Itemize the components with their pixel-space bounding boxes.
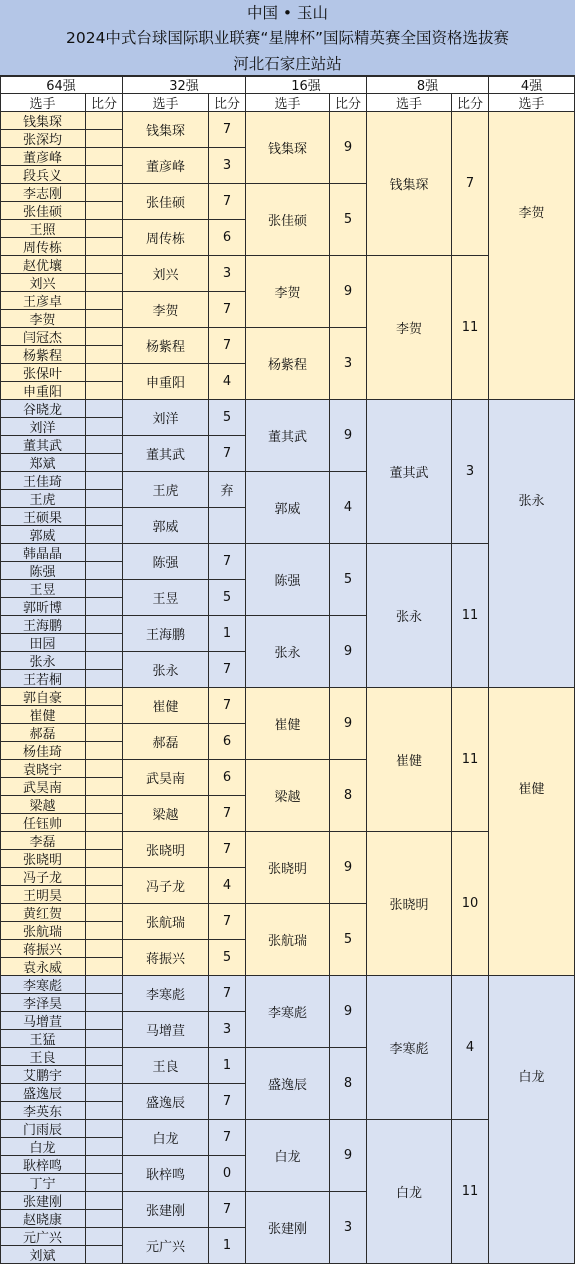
r32-player-name: 董彦峰 (123, 148, 209, 184)
r64-player-name: 李寒彪 (0, 976, 86, 994)
r32-score: 4 (209, 868, 246, 904)
r64-score-cell (86, 976, 123, 994)
r64-player-name: 董其武 (0, 436, 86, 454)
r32-score: 1 (209, 1048, 246, 1084)
r64-player-name: 申重阳 (0, 382, 86, 400)
r64-score-cell (86, 1102, 123, 1120)
round-header: 16强 (246, 76, 367, 94)
player-col-header: 选手 (0, 94, 86, 112)
r32-player-name: 崔健 (123, 688, 209, 724)
r64-score-cell (86, 940, 123, 958)
r64-player-name: 张晓明 (0, 850, 86, 868)
r32-player-name: 周传栋 (123, 220, 209, 256)
r16-player-name: 李寒彪 (246, 976, 330, 1048)
r8-score: 4 (452, 976, 489, 1120)
r64-score-cell (86, 526, 123, 544)
r16-score: 5 (330, 904, 367, 976)
r64-score-cell (86, 580, 123, 598)
r16-score: 9 (330, 1120, 367, 1192)
r16-player-name: 张永 (246, 616, 330, 688)
r64-score-cell (86, 184, 123, 202)
r64-player-name: 崔健 (0, 706, 86, 724)
r32-score (209, 508, 246, 544)
r16-score: 5 (330, 184, 367, 256)
r32-player-name: 李寒彪 (123, 976, 209, 1012)
r32-player-name: 钱集琛 (123, 112, 209, 148)
r64-player-name: 王硕果 (0, 508, 86, 526)
player-col-header: 选手 (367, 94, 452, 112)
r64-score-cell (86, 778, 123, 796)
r64-player-name: 王昱 (0, 580, 86, 598)
r4-player-name: 崔健 (489, 688, 575, 976)
r64-score-cell (86, 616, 123, 634)
r64-score-cell (86, 274, 123, 292)
r64-score-cell (86, 238, 123, 256)
r32-player-name: 刘洋 (123, 400, 209, 436)
r64-player-name: 李志刚 (0, 184, 86, 202)
r64-player-name: 袁晓宇 (0, 760, 86, 778)
r4-player-name: 张永 (489, 400, 575, 688)
r64-score-cell (86, 922, 123, 940)
player-col-header: 选手 (246, 94, 330, 112)
score-col-header: 比分 (86, 94, 123, 112)
r32-score: 7 (209, 544, 246, 580)
r64-score-cell (86, 868, 123, 886)
r32-score: 1 (209, 616, 246, 652)
r64-score-cell (86, 346, 123, 364)
r64-player-name: 钱集琛 (0, 112, 86, 130)
r16-player-name: 张航瑞 (246, 904, 330, 976)
r64-score-cell (86, 202, 123, 220)
r64-player-name: 王良 (0, 1048, 86, 1066)
r32-player-name: 王虎 (123, 472, 209, 508)
r8-score: 11 (452, 544, 489, 688)
r64-score-cell (86, 688, 123, 706)
r64-score-cell (86, 742, 123, 760)
r64-player-name: 王猛 (0, 1030, 86, 1048)
r64-score-cell (86, 1120, 123, 1138)
r16-player-name: 张佳硕 (246, 184, 330, 256)
r8-score: 11 (452, 1120, 489, 1264)
r32-player-name: 郝磊 (123, 724, 209, 760)
r32-player-name: 张晓明 (123, 832, 209, 868)
r16-score: 9 (330, 400, 367, 472)
r32-score: 3 (209, 256, 246, 292)
score-col-header: 比分 (452, 94, 489, 112)
r64-player-name: 白龙 (0, 1138, 86, 1156)
r64-player-name: 刘斌 (0, 1246, 86, 1264)
r64-player-name: 梁越 (0, 796, 86, 814)
score-col-header: 比分 (209, 94, 246, 112)
r32-player-name: 杨紫程 (123, 328, 209, 364)
r64-player-name: 谷晓龙 (0, 400, 86, 418)
r64-score-cell (86, 292, 123, 310)
r64-player-name: 张建刚 (0, 1192, 86, 1210)
r16-score: 8 (330, 760, 367, 832)
r8-score: 11 (452, 256, 489, 400)
r32-player-name: 白龙 (123, 1120, 209, 1156)
r32-player-name: 张航瑞 (123, 904, 209, 940)
r16-player-name: 盛逸辰 (246, 1048, 330, 1120)
r16-score: 5 (330, 544, 367, 616)
r64-player-name: 张永 (0, 652, 86, 670)
r16-player-name: 梁越 (246, 760, 330, 832)
r64-score-cell (86, 418, 123, 436)
r32-score: 7 (209, 976, 246, 1012)
r32-player-name: 陈强 (123, 544, 209, 580)
r32-score: 7 (209, 292, 246, 328)
r32-score: 6 (209, 724, 246, 760)
r16-score: 9 (330, 256, 367, 328)
player-col-header: 选手 (123, 94, 209, 112)
r32-player-name: 董其武 (123, 436, 209, 472)
r16-player-name: 张建刚 (246, 1192, 330, 1264)
r16-player-name: 张晓明 (246, 832, 330, 904)
r64-player-name: 杨佳琦 (0, 742, 86, 760)
r32-player-name: 申重阳 (123, 364, 209, 400)
r8-player-name: 崔健 (367, 688, 452, 832)
r32-score: 7 (209, 184, 246, 220)
r64-score-cell (86, 382, 123, 400)
player-col-header: 选手 (489, 94, 575, 112)
r64-player-name: 马增荁 (0, 1012, 86, 1030)
r64-score-cell (86, 832, 123, 850)
r32-player-name: 梁越 (123, 796, 209, 832)
r8-player-name: 白龙 (367, 1120, 452, 1264)
r64-score-cell (86, 1228, 123, 1246)
r64-player-name: 郑斌 (0, 454, 86, 472)
r64-score-cell (86, 1066, 123, 1084)
r64-player-name: 刘洋 (0, 418, 86, 436)
r64-score-cell (86, 130, 123, 148)
r64-player-name: 元广兴 (0, 1228, 86, 1246)
r16-player-name: 崔健 (246, 688, 330, 760)
r64-score-cell (86, 364, 123, 382)
r64-score-cell (86, 1246, 123, 1264)
r32-score: 7 (209, 436, 246, 472)
r64-player-name: 张深均 (0, 130, 86, 148)
r64-player-name: 门雨辰 (0, 1120, 86, 1138)
r64-player-name: 赵晓康 (0, 1210, 86, 1228)
r64-player-name: 王海鹏 (0, 616, 86, 634)
r64-score-cell (86, 508, 123, 526)
r64-score-cell (86, 400, 123, 418)
r64-score-cell (86, 1138, 123, 1156)
r16-score: 3 (330, 328, 367, 400)
r64-player-name: 王若桐 (0, 670, 86, 688)
r16-score: 4 (330, 472, 367, 544)
r64-score-cell (86, 958, 123, 976)
r64-score-cell (86, 148, 123, 166)
r64-player-name: 王虎 (0, 490, 86, 508)
r32-score: 弃 (209, 472, 246, 508)
r32-player-name: 张建刚 (123, 1192, 209, 1228)
r16-score: 9 (330, 616, 367, 688)
r32-player-name: 元广兴 (123, 1228, 209, 1264)
r64-player-name: 王彦卓 (0, 292, 86, 310)
round-header: 8强 (367, 76, 489, 94)
r64-score-cell (86, 652, 123, 670)
r8-score: 10 (452, 832, 489, 976)
r32-score: 5 (209, 580, 246, 616)
r64-player-name: 张航瑞 (0, 922, 86, 940)
r64-score-cell (86, 670, 123, 688)
r8-score: 7 (452, 112, 489, 256)
r64-player-name: 任钰帅 (0, 814, 86, 832)
r32-score: 7 (209, 112, 246, 148)
r32-score: 7 (209, 904, 246, 940)
r8-player-name: 张晓明 (367, 832, 452, 976)
r16-player-name: 董其武 (246, 400, 330, 472)
r64-score-cell (86, 904, 123, 922)
r64-score-cell (86, 310, 123, 328)
r64-score-cell (86, 706, 123, 724)
r64-player-name: 闫冠杰 (0, 328, 86, 346)
r64-score-cell (86, 994, 123, 1012)
r8-player-name: 钱集琛 (367, 112, 452, 256)
r32-score: 7 (209, 1192, 246, 1228)
r32-score: 5 (209, 400, 246, 436)
r4-player-name: 李贺 (489, 112, 575, 400)
r32-score: 3 (209, 1012, 246, 1048)
header-line-1: 中国 • 玉山 (0, 0, 575, 24)
r64-score-cell (86, 544, 123, 562)
r8-player-name: 董其武 (367, 400, 452, 544)
r64-score-cell (86, 724, 123, 742)
r64-score-cell (86, 1084, 123, 1102)
r64-player-name: 段兵义 (0, 166, 86, 184)
r32-player-name: 马增荁 (123, 1012, 209, 1048)
r64-score-cell (86, 490, 123, 508)
r16-player-name: 白龙 (246, 1120, 330, 1192)
r16-score: 8 (330, 1048, 367, 1120)
r32-score: 4 (209, 364, 246, 400)
r16-player-name: 陈强 (246, 544, 330, 616)
r64-player-name: 赵优壤 (0, 256, 86, 274)
r32-player-name: 王良 (123, 1048, 209, 1084)
r8-score: 11 (452, 688, 489, 832)
r64-score-cell (86, 328, 123, 346)
r32-score: 3 (209, 148, 246, 184)
r4-player-name: 白龙 (489, 976, 575, 1264)
r64-player-name: 冯子龙 (0, 868, 86, 886)
r64-score-cell (86, 1192, 123, 1210)
r32-player-name: 张永 (123, 652, 209, 688)
r32-score: 0 (209, 1156, 246, 1192)
r16-player-name: 钱集琛 (246, 112, 330, 184)
r64-player-name: 刘兴 (0, 274, 86, 292)
r64-player-name: 韩晶晶 (0, 544, 86, 562)
r64-score-cell (86, 256, 123, 274)
r16-player-name: 郭威 (246, 472, 330, 544)
r64-player-name: 艾鹏宇 (0, 1066, 86, 1084)
r16-score: 9 (330, 976, 367, 1048)
r32-player-name: 刘兴 (123, 256, 209, 292)
r64-player-name: 张保叶 (0, 364, 86, 382)
r64-player-name: 陈强 (0, 562, 86, 580)
r64-score-cell (86, 166, 123, 184)
r16-score: 9 (330, 112, 367, 184)
r64-player-name: 王佳琦 (0, 472, 86, 490)
r64-player-name: 郭威 (0, 526, 86, 544)
r64-score-cell (86, 1012, 123, 1030)
r64-score-cell (86, 472, 123, 490)
r64-player-name: 杨紫程 (0, 346, 86, 364)
r32-player-name: 盛逸辰 (123, 1084, 209, 1120)
r32-score: 7 (209, 1120, 246, 1156)
r64-score-cell (86, 220, 123, 238)
r16-player-name: 李贺 (246, 256, 330, 328)
header-line-3: 河北石家庄站站 (0, 50, 575, 76)
r64-score-cell (86, 112, 123, 130)
r32-score: 1 (209, 1228, 246, 1264)
r16-score: 9 (330, 688, 367, 760)
r8-player-name: 李寒彪 (367, 976, 452, 1120)
r64-player-name: 李泽昊 (0, 994, 86, 1012)
round-header: 32强 (123, 76, 246, 94)
r32-player-name: 蒋振兴 (123, 940, 209, 976)
r32-score: 6 (209, 220, 246, 256)
r32-score: 7 (209, 652, 246, 688)
r64-player-name: 李英东 (0, 1102, 86, 1120)
r64-player-name: 周传栋 (0, 238, 86, 256)
r16-player-name: 杨紫程 (246, 328, 330, 400)
r64-player-name: 耿梓鸣 (0, 1156, 86, 1174)
r64-score-cell (86, 454, 123, 472)
r32-score: 7 (209, 832, 246, 868)
r64-player-name: 盛逸辰 (0, 1084, 86, 1102)
r8-score: 3 (452, 400, 489, 544)
r32-player-name: 耿梓鸣 (123, 1156, 209, 1192)
r64-score-cell (86, 634, 123, 652)
score-col-header: 比分 (330, 94, 367, 112)
r64-player-name: 张佳硕 (0, 202, 86, 220)
r64-player-name: 袁永威 (0, 958, 86, 976)
r64-player-name: 武昊南 (0, 778, 86, 796)
r16-score: 9 (330, 832, 367, 904)
r64-player-name: 郭自豪 (0, 688, 86, 706)
r64-score-cell (86, 1048, 123, 1066)
r32-player-name: 冯子龙 (123, 868, 209, 904)
round-header: 4强 (489, 76, 575, 94)
header-line-2: 2024中式台球国际职业联赛“星牌杯”国际精英赛全国资格选拔赛 (0, 24, 575, 50)
r64-player-name: 王明昊 (0, 886, 86, 904)
r64-score-cell (86, 562, 123, 580)
r32-player-name: 王昱 (123, 580, 209, 616)
r64-player-name: 董彦峰 (0, 148, 86, 166)
r64-player-name: 田园 (0, 634, 86, 652)
r64-player-name: 郝磊 (0, 724, 86, 742)
r64-score-cell (86, 760, 123, 778)
r32-player-name: 王海鹏 (123, 616, 209, 652)
r64-player-name: 李磊 (0, 832, 86, 850)
round-header: 64强 (0, 76, 123, 94)
r32-score: 6 (209, 760, 246, 796)
r64-player-name: 郭昕博 (0, 598, 86, 616)
r8-player-name: 李贺 (367, 256, 452, 400)
r64-player-name: 王照 (0, 220, 86, 238)
r32-score: 7 (209, 796, 246, 832)
r64-player-name: 黄红贺 (0, 904, 86, 922)
r64-score-cell (86, 814, 123, 832)
r64-score-cell (86, 436, 123, 454)
r64-score-cell (86, 1030, 123, 1048)
r8-player-name: 张永 (367, 544, 452, 688)
r32-score: 5 (209, 940, 246, 976)
r64-score-cell (86, 796, 123, 814)
r32-player-name: 李贺 (123, 292, 209, 328)
r64-player-name: 丁宁 (0, 1174, 86, 1192)
r64-player-name: 蒋振兴 (0, 940, 86, 958)
r64-score-cell (86, 598, 123, 616)
r32-score: 7 (209, 1084, 246, 1120)
r32-player-name: 张佳硕 (123, 184, 209, 220)
r64-score-cell (86, 886, 123, 904)
r32-player-name: 武昊南 (123, 760, 209, 796)
r64-score-cell (86, 1156, 123, 1174)
r32-player-name: 郭威 (123, 508, 209, 544)
r64-score-cell (86, 1174, 123, 1192)
r64-score-cell (86, 1210, 123, 1228)
r32-score: 7 (209, 328, 246, 364)
r16-score: 3 (330, 1192, 367, 1264)
r64-player-name: 李贺 (0, 310, 86, 328)
r32-score: 7 (209, 688, 246, 724)
r64-score-cell (86, 850, 123, 868)
